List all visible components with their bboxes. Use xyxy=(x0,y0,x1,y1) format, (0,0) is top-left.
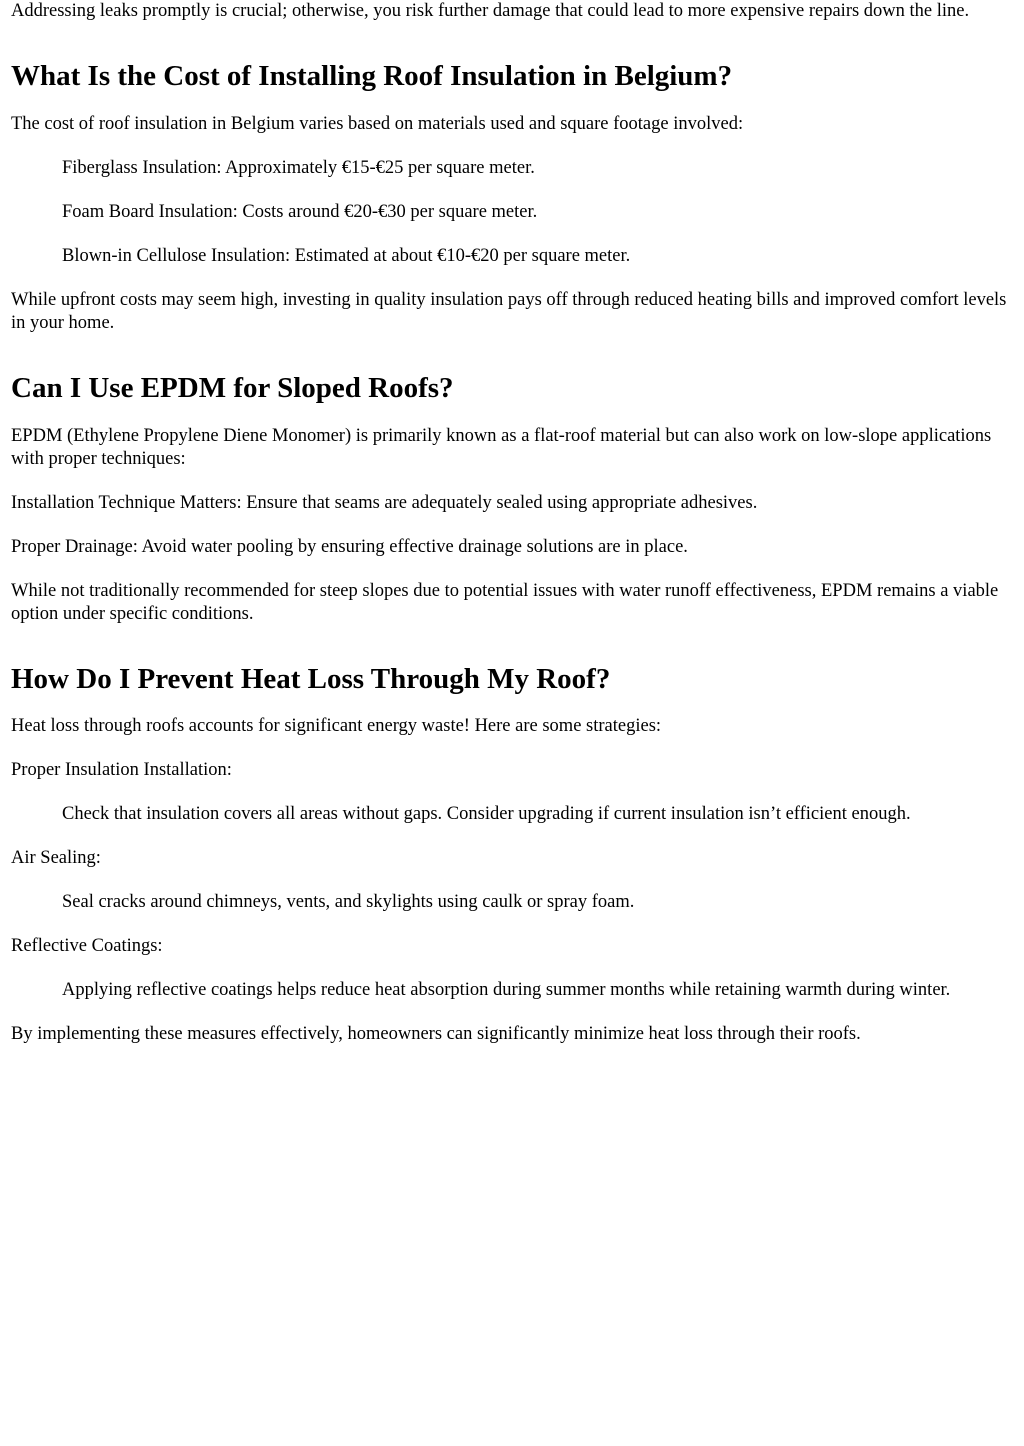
cost-closing-paragraph: While upfront costs may seem high, investing in quality insulation pays off through reduced heating bills and improved comfort levels in your home. xyxy=(11,290,1007,333)
cost-item-cellulose: Blown-in Cellulose Insulation: Estimated at about €10-€20 per square meter. xyxy=(62,246,631,266)
epdm-closing-paragraph: While not traditionally recommended for steep slopes due to potential issues with water runoff effectiveness, EPDM remains a viable option under specific conditions. xyxy=(11,581,999,624)
epdm-lead-paragraph: EPDM (Ethylene Propylene Diene Monomer) is primarily known as a flat-roof material but can also work on low-slope applications with proper techniques: xyxy=(11,426,992,469)
cost-item-fiberglass: Fiberglass Insulation: Approximately €15-€25 per square meter. xyxy=(62,158,535,178)
strategy-title-insulation: Proper Insulation Installation: xyxy=(11,760,232,780)
epdm-item-drainage: Proper Drainage: Avoid water pooling by ensuring effective drainage solutions are in place. xyxy=(11,537,688,557)
cost-item-foam-board: Foam Board Insulation: Costs around €20-€30 per square meter. xyxy=(62,202,538,222)
heat-closing-paragraph: By implementing these measures effectively, homeowners can significantly minimize heat loss through their roofs. xyxy=(11,1024,861,1044)
epdm-item-installation: Installation Technique Matters: Ensure that seams are adequately sealed using appropriate adhesives. xyxy=(11,493,758,513)
heat-lead-paragraph: Heat loss through roofs accounts for significant energy waste! Here are some strategies: xyxy=(11,716,662,736)
strategy-detail-insulation: Check that insulation covers all areas without gaps. Consider upgrading if current insulation isn’t efficient enough. xyxy=(62,804,911,824)
strategy-detail-reflective: Applying reflective coatings helps reduce heat absorption during summer months while retaining warmth during winter. xyxy=(62,980,951,1000)
heat-heading: How Do I Prevent Heat Loss Through My Roof? xyxy=(11,663,611,695)
strategy-detail-air-sealing: Seal cracks around chimneys, vents, and skylights using caulk or spray foam. xyxy=(62,892,635,912)
cost-heading: What Is the Cost of Installing Roof Insulation in Belgium? xyxy=(11,60,733,92)
leaks-paragraph: Addressing leaks promptly is crucial; otherwise, you risk further damage that could lead to more expensive repairs down the line. xyxy=(11,1,970,21)
strategy-title-air-sealing: Air Sealing: xyxy=(11,848,101,868)
epdm-heading: Can I Use EPDM for Sloped Roofs? xyxy=(11,372,454,404)
strategy-title-reflective: Reflective Coatings: xyxy=(11,936,163,956)
cost-lead-paragraph: The cost of roof insulation in Belgium varies based on materials used and square footage involved: xyxy=(11,114,744,134)
